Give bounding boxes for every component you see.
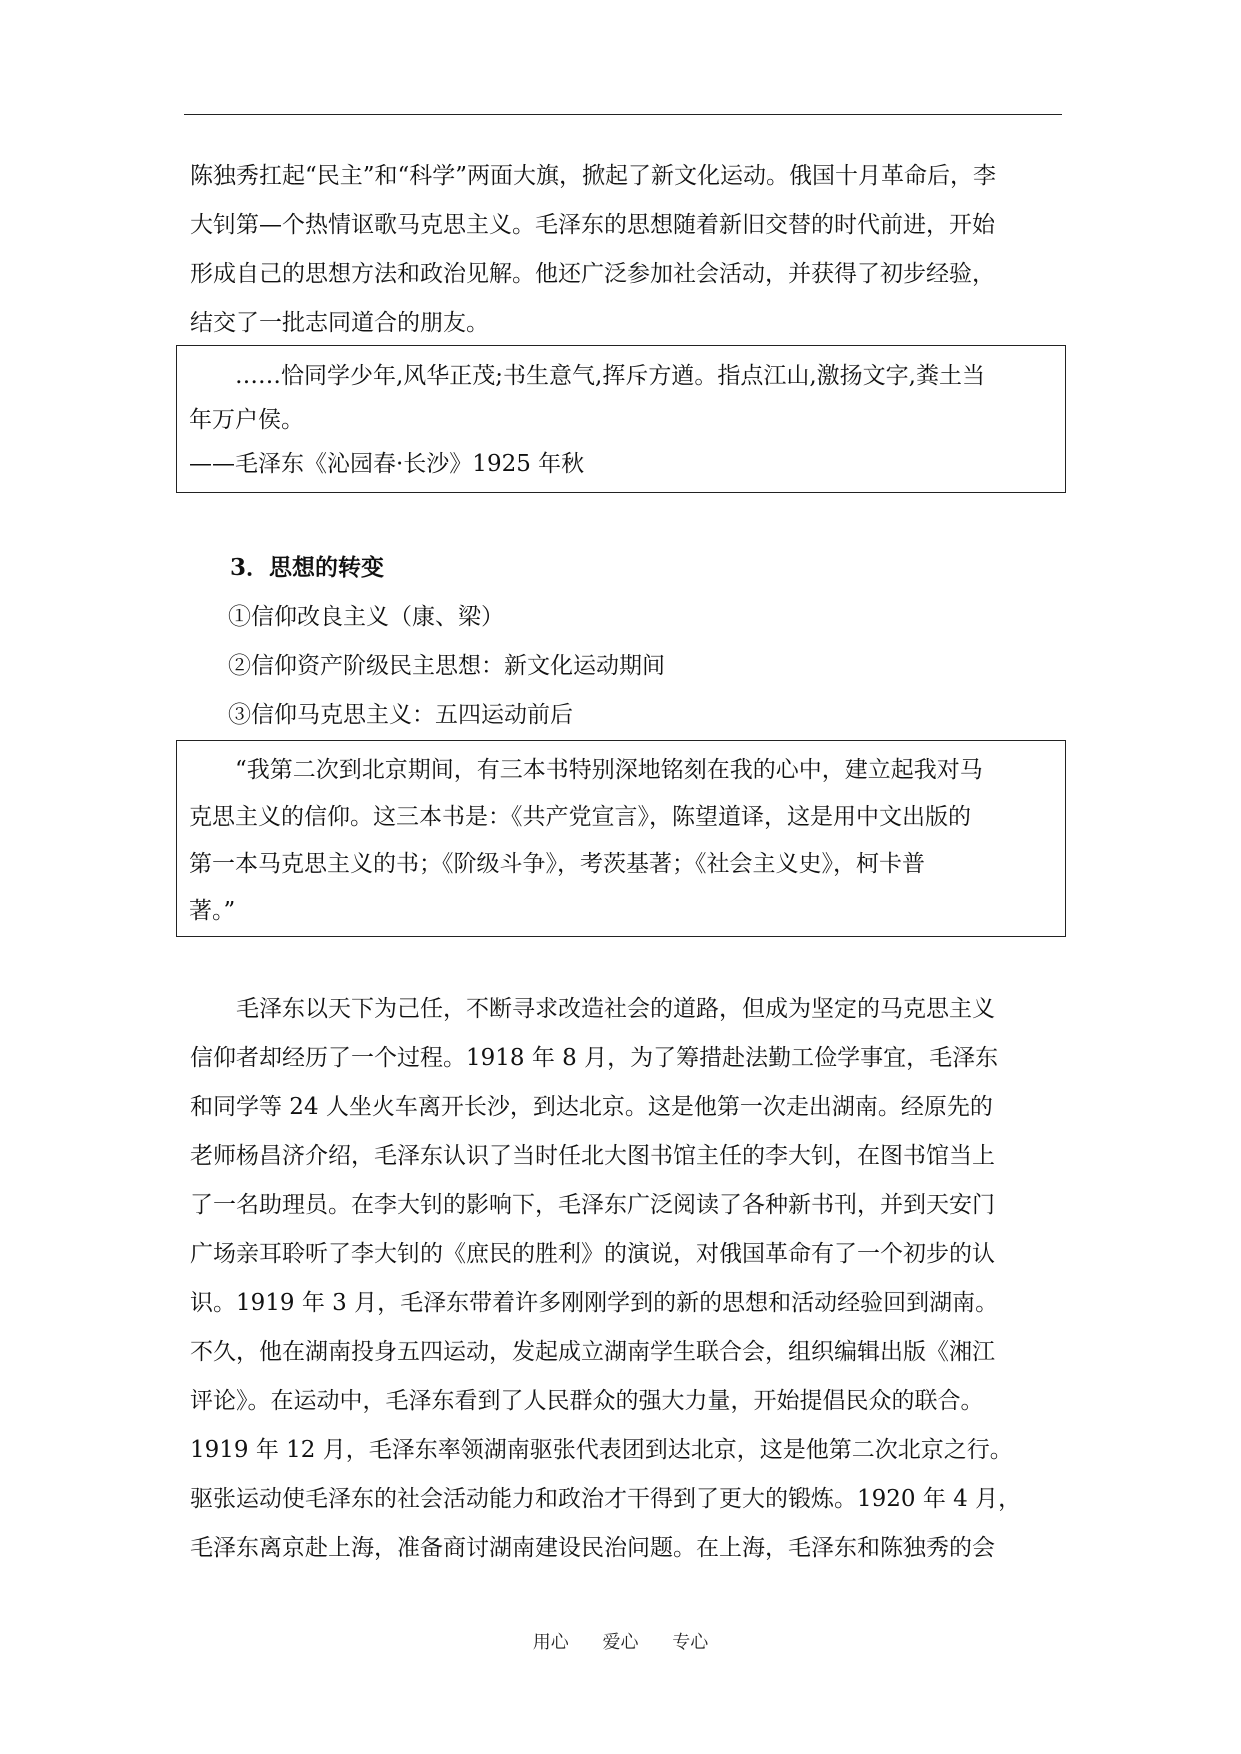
quote-box (176, 740, 1066, 937)
poem-line: 年万户侯。 (189, 407, 304, 433)
paragraph-line: 识。1919 年 3 月，毛泽东带着许多刚刚学到的新的思想和活动经验回到湖南。 (190, 1290, 999, 1316)
quote-line: “我第二次到北京期间，有三本书特别深地铭刻在我的心中，建立起我对马 (235, 757, 983, 783)
paragraph-line: 驱张运动使毛泽东的社会活动能力和政治才干得到了更大的锻炼。1920 年 4 月， (190, 1486, 1022, 1512)
list-item: ③信仰马克思主义：五四运动前后 (228, 702, 573, 728)
paragraph-line: 和同学等 24 人坐火车离开长沙，到达北京。这是他第一次走出湖南。经原先的 (190, 1094, 993, 1120)
list-item: ①信仰改良主义（康、梁） (228, 604, 504, 630)
paragraph-line: 大钊第—个热情讴歌马克思主义。毛泽东的思想随着新旧交替的时代前进，开始 (190, 212, 995, 238)
paragraph-line: 毛泽东离京赴上海，准备商讨湖南建设民治问题。在上海，毛泽东和陈独秀的会 (190, 1535, 995, 1561)
header-rule (184, 114, 1062, 115)
footer-text: 用心 (532, 1632, 569, 1653)
paragraph-line: 不久，他在湖南投身五四运动，发起成立湖南学生联合会，组织编辑出版《湘江 (190, 1339, 995, 1365)
paragraph-line: 老师杨昌济介绍，毛泽东认识了当时任北大图书馆主任的李大钊，在图书馆当上 (190, 1143, 995, 1169)
paragraph-line: 了一名助理员。在李大钊的影响下，毛泽东广泛阅读了各种新书刊，并到天安门 (190, 1192, 995, 1218)
quote-line: 克思主义的信仰。这三本书是：《共产党宣言》，陈望道译，这是用中文出版的 (189, 804, 971, 830)
footer-text: 爱心 (602, 1632, 639, 1653)
poem-line: ……恰同学少年,风华正茂;书生意气,挥斥方遒。指点江山,激扬文字,粪土当 (235, 363, 985, 389)
paragraph-line: 信仰者却经历了一个过程。1918 年 8 月，为了筹措赴法勤工俭学事宜，毛泽东 (190, 1045, 999, 1071)
paragraph-line: 1919 年 12 月，毛泽东率领湖南驱张代表团到达北京，这是他第二次北京之行。 (190, 1437, 1013, 1463)
paragraph-line: 陈独秀扛起“民主”和“科学”两面大旗，掀起了新文化运动。俄国十月革命后，李 (190, 163, 997, 189)
paragraph-line: 结交了一批志同道合的朋友。 (190, 310, 489, 336)
list-item: ②信仰资产阶级民主思想：新文化运动期间 (228, 653, 665, 679)
paragraph-line: 评论》。在运动中，毛泽东看到了人民群众的强大力量，开始提倡民众的联合。 (190, 1388, 984, 1414)
quote-line: 第一本马克思主义的书；《阶级斗争》，考茨基著；《社会主义史》，柯卡普 (189, 851, 925, 877)
paragraph-line: 广场亲耳聆听了李大钊的《庶民的胜利》的演说，对俄国革命有了一个初步的认 (190, 1241, 995, 1267)
quote-line: 著。” (189, 898, 236, 924)
page-footer (0, 1628, 1241, 1654)
paragraph-line: 形成自己的思想方法和政治见解。他还广泛参加社会活动，并获得了初步经验， (190, 261, 995, 287)
footer-text: 专心 (672, 1632, 709, 1653)
poem-box (176, 345, 1066, 493)
intro-paragraph (190, 152, 1060, 348)
main-paragraph (190, 985, 1060, 1573)
paragraph-line: 毛泽东以天下为己任，不断寻求改造社会的道路，但成为坚定的马克思主义 (236, 996, 995, 1022)
section-heading: 3．思想的转变 (230, 554, 385, 581)
poem-attribution: ——毛泽东《沁园春·长沙》1925 年秋 (189, 451, 585, 477)
